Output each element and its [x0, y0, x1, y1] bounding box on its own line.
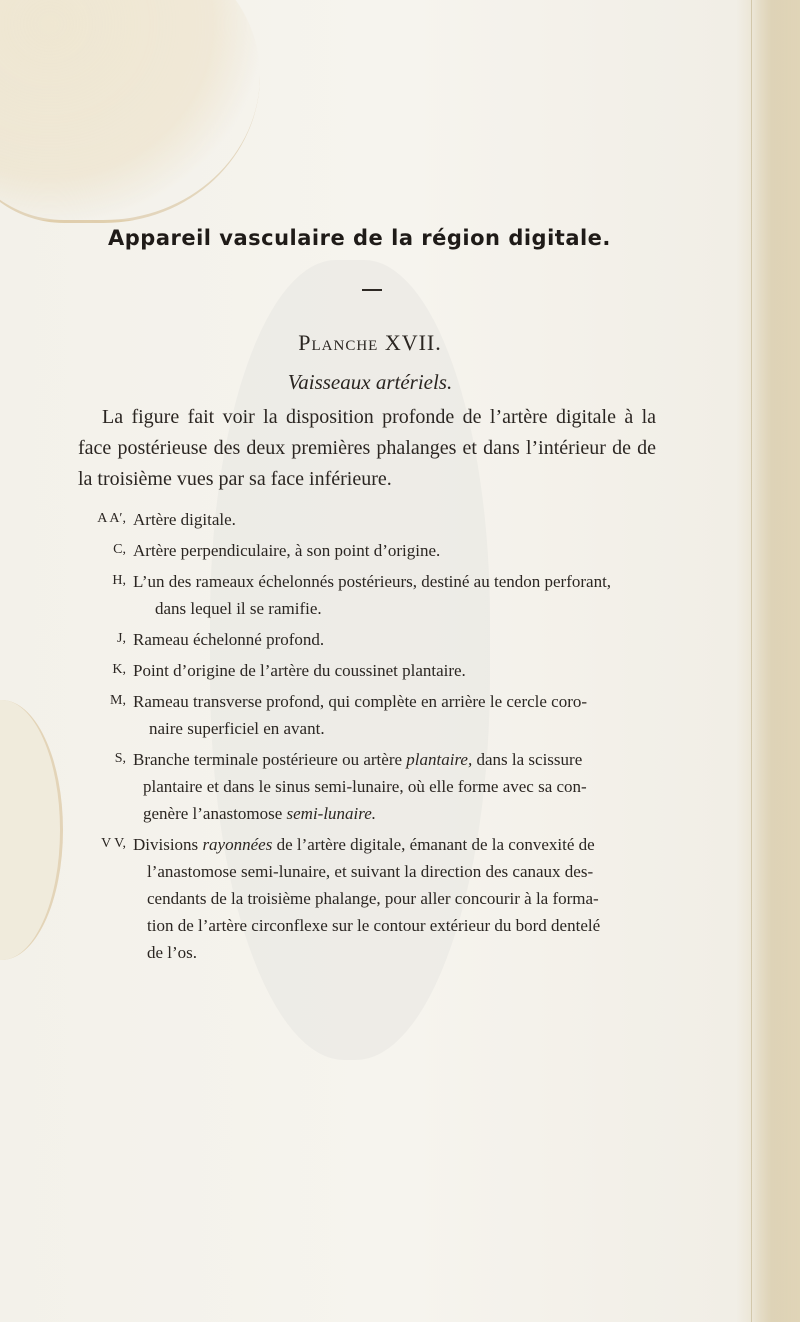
legend-text-continued: de l’os.: [147, 943, 198, 962]
legend-entry-j: [0, 626, 800, 653]
legend-letter: A A′,: [97, 511, 126, 526]
legend-text: Artère perpendiculaire, à son point d’origine.: [133, 541, 441, 560]
page-heading: Appareil vasculaire de la région digitale.: [108, 226, 611, 250]
legend-letter: J,: [117, 631, 126, 646]
legend-entry-s: [0, 746, 800, 827]
legend-text-continued: cendants de la troisième phalange, pour aller concourir à la forma-: [147, 889, 599, 908]
legend-entry-a: [0, 506, 800, 533]
legend-text-continued: dans lequel il se ramifie.: [155, 599, 322, 618]
legend-text: Point d’origine de l’artère du coussinet plantaire.: [133, 661, 466, 680]
legend-text: Rameau échelonné profond.: [133, 630, 325, 649]
legend-text: Rameau transverse profond, qui complète en arrière le cercle coro-: [133, 692, 588, 711]
legend-text: Branche terminale postérieure ou artère plantaire, dans la scissure: [133, 750, 583, 769]
intro-paragraph: La figure fait voir la disposition profonde de l’artère digitale à la face postérieuse des deux premières phalanges et dans l’intérieur de de la troisième vues par sa face inférieure.: [78, 406, 656, 490]
legend-text-continued: naire superficiel en avant.: [149, 719, 325, 738]
legend-letter: H,: [112, 573, 126, 588]
legend-entry-h: [0, 568, 800, 622]
section-subtitle: Vaisseaux artériels.: [287, 370, 453, 394]
legend-entry-c: [0, 537, 800, 564]
legend-letter: K,: [112, 662, 126, 677]
heading-divider: [362, 289, 382, 291]
legend-text-continued: genère l’anastomose semi-lunaire.: [143, 804, 377, 823]
plate-number: Planche XVII.: [298, 330, 442, 355]
legend-letter: M,: [110, 693, 126, 708]
legend-text-continued: l’anastomose semi-lunaire, et suivant la direction des canaux des-: [147, 862, 594, 881]
legend-entry-m: [0, 688, 800, 742]
legend-letter: V V,: [101, 836, 126, 851]
legend-letter: S,: [114, 751, 126, 766]
legend-text-continued: plantaire et dans le sinus semi-lunaire, où elle forme avec sa con-: [143, 777, 587, 796]
legend-text: Artère digitale.: [133, 510, 236, 529]
legend-text-continued: tion de l’artère circonflexe sur le contour extérieur du bord dentelé: [147, 916, 601, 935]
legend-text: Divisions rayonnées de l’artère digitale, émanant de la convexité de: [133, 835, 595, 854]
legend-entry-v: [0, 831, 800, 966]
water-stain-top: [0, 0, 260, 223]
legend-list: [0, 506, 800, 970]
legend-entry-k: [0, 657, 800, 684]
legend-text: L’un des rameaux échelonnés postérieurs, destiné au tendon perforant,: [133, 572, 612, 591]
legend-letter: C,: [113, 542, 126, 557]
